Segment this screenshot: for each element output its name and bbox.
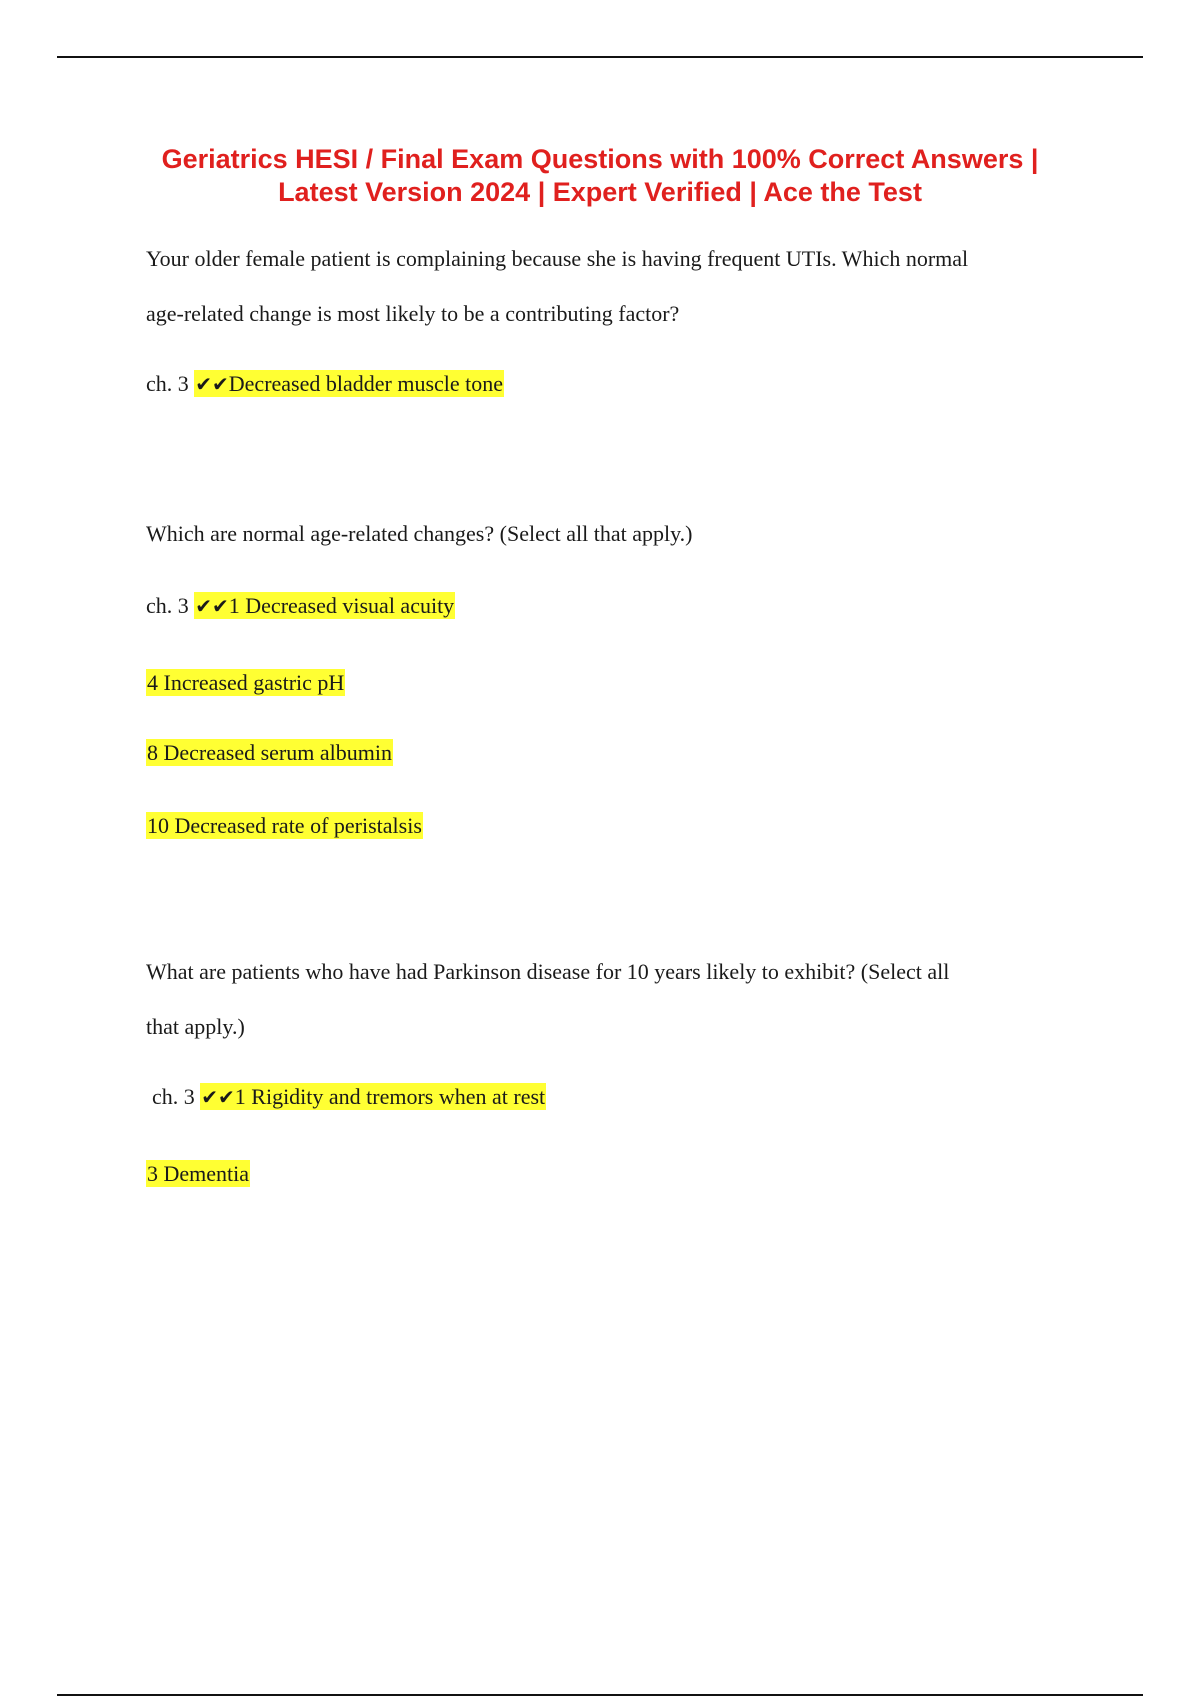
answer-text: 1 Rigidity and tremors when at rest bbox=[234, 1084, 546, 1109]
question-3-text-line-2: that apply.) bbox=[146, 1014, 245, 1039]
document-title bbox=[100, 143, 1100, 209]
answer-text: 10 Decreased rate of peristalsis bbox=[147, 813, 422, 838]
question-3-answer-2 bbox=[146, 1160, 250, 1188]
question-1-answer-line bbox=[146, 370, 504, 398]
question-1-text-line-2: age-related change is most likely to be a contributing factor? bbox=[146, 301, 680, 326]
answer-text: Decreased bladder muscle tone bbox=[228, 371, 504, 396]
answer-text: 1 Decreased visual acuity bbox=[228, 593, 455, 618]
chapter-reference: ch. 3 bbox=[146, 371, 189, 396]
answer-highlight bbox=[200, 1083, 546, 1110]
title-line-2: Latest Version 2024 | Expert Verified | Ace the Test bbox=[278, 177, 922, 207]
question-2-answer-2 bbox=[146, 669, 345, 697]
answer-text: 8 Decreased serum albumin bbox=[147, 740, 392, 765]
question-2-answer-line bbox=[146, 592, 455, 620]
chapter-reference: ch. 3 bbox=[152, 1084, 195, 1109]
question-3-text-line-1: What are patients who have had Parkinson disease for 10 years likely to exhibit? (Select all bbox=[146, 959, 950, 984]
question-2-answer-3 bbox=[146, 739, 393, 767]
question-2-answer-4 bbox=[146, 812, 423, 840]
question-1-text-line-1: Your older female patient is complaining because she is having frequent UTIs. Which normal bbox=[146, 246, 969, 271]
checkmark-icon: ✔✔ bbox=[201, 1085, 235, 1109]
checkmark-icon: ✔✔ bbox=[195, 594, 229, 618]
chapter-reference: ch. 3 bbox=[146, 593, 189, 618]
checkmark-icon: ✔✔ bbox=[195, 372, 229, 396]
title-line-1: Geriatrics HESI / Final Exam Questions with 100% Correct Answers | bbox=[161, 144, 1039, 174]
answer-highlight bbox=[194, 370, 504, 397]
answer-highlight bbox=[194, 592, 455, 619]
question-2-text-line-1: Which are normal age-related changes? (Select all that apply.) bbox=[146, 521, 693, 546]
answer-text: 3 Dementia bbox=[147, 1161, 250, 1186]
answer-text: 4 Increased gastric pH bbox=[147, 670, 345, 695]
footer-rule bbox=[57, 1694, 1143, 1696]
question-3-answer-line bbox=[152, 1083, 546, 1111]
header-rule bbox=[57, 56, 1143, 58]
